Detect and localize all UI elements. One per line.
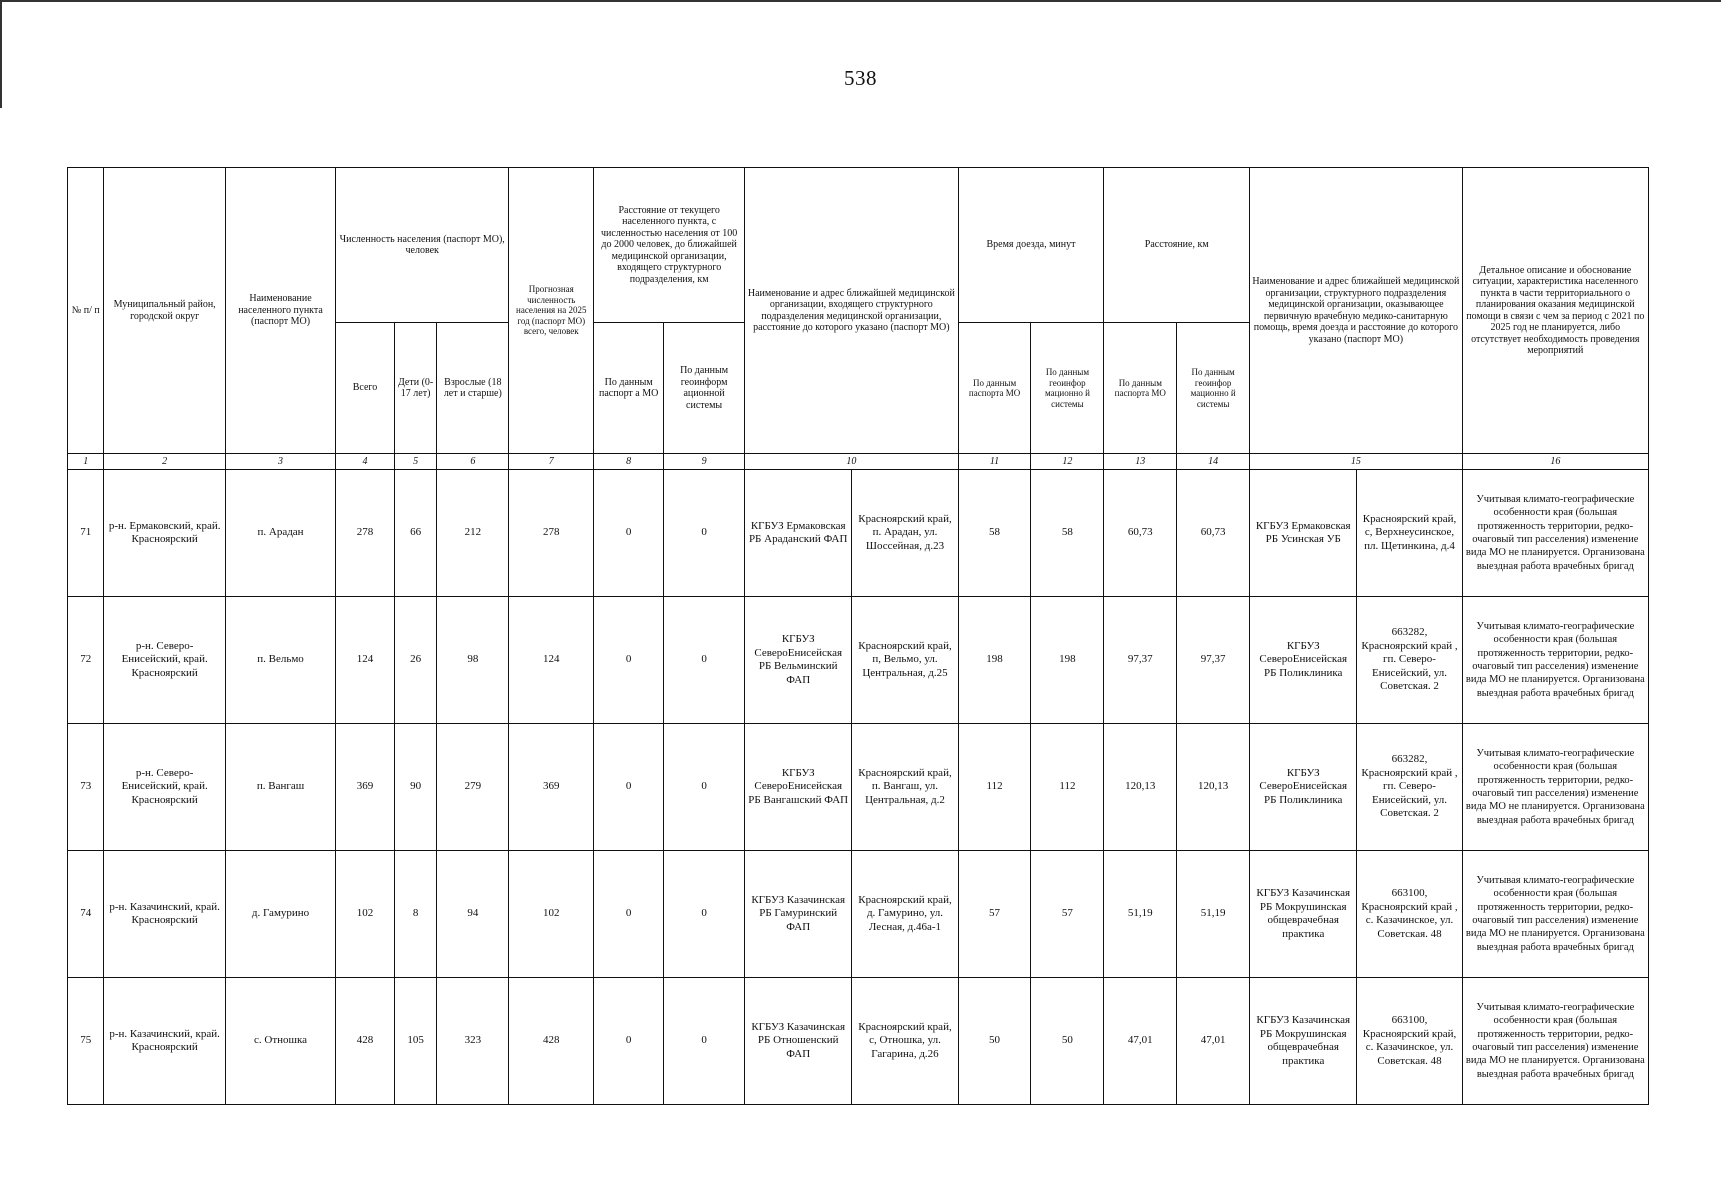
population-children-cell: 66 [394,470,437,597]
nearest-mo-address-cell: Красноярский край, с, Отношка, ул. Гагарина, д.26 [852,978,958,1105]
population-adults-cell: 279 [437,724,509,851]
pmsp-name-cell: КГБУЗ СевероЕнисейская РБ Поликлиника [1250,597,1357,724]
km-gis-cell: 47,01 [1177,978,1250,1105]
district-cell: р-н. Северо-Енисейский, край. Красноярский [104,597,225,724]
pmsp-address-cell: 663282, Красноярский край , гп. Северо-Енисейский, ул. Советская. 2 [1357,724,1462,851]
header-population: Численность населения (паспорт МО), человек [336,168,509,323]
header-dist-gis: По данным геоинформ ационной системы [664,323,745,454]
table-body [68,454,1649,1105]
row-number-cell: 72 [68,597,104,724]
nearest-mo-name-cell: КГБУЗ СевероЕнисейская РБ Вельминский ФАП [745,597,852,724]
header-time-gis: По данным геоинфор мационно й системы [1031,323,1104,454]
time-passport-cell: 198 [958,597,1031,724]
time-gis-cell: 198 [1031,597,1104,724]
km-passport-cell: 120,13 [1104,724,1177,851]
column-number: 7 [509,454,594,470]
distance-passport-cell: 0 [594,724,664,851]
population-total-cell: 278 [336,470,395,597]
column-number: 3 [225,454,335,470]
time-passport-cell: 57 [958,851,1031,978]
header-travel-time: Время доезда, минут [958,168,1104,323]
settlements-table [67,167,1649,1105]
description-cell: Учитывая климато-географические особенности края (большая протяженность территории, редко-очаговый тип расселения) изменение вида МО не планируется. Организована выездная работа врачебных бригад [1462,597,1648,724]
row-number-cell: 74 [68,851,104,978]
header-settlement: Наименование населенного пункта (паспорт МО) [225,168,335,454]
settlement-cell: п. Вангаш [225,724,335,851]
district-cell: р-н. Ермаковский, край. Красноярский [104,470,225,597]
forecast-cell: 102 [509,851,594,978]
district-cell: р-н. Казачинский, край. Красноярский [104,851,225,978]
population-children-cell: 26 [394,597,437,724]
column-number: 4 [336,454,395,470]
district-cell: р-н. Казачинский, край. Красноярский [104,978,225,1105]
nearest-mo-address-cell: Красноярский край, д. Гамурино, ул. Лесная, д.46а-1 [852,851,958,978]
column-number: 10 [745,454,959,470]
scan-edge-top [0,0,1721,2]
column-number: 6 [437,454,509,470]
time-passport-cell: 112 [958,724,1031,851]
header-time-passport: По данным паспорта МО [958,323,1031,454]
population-adults-cell: 323 [437,978,509,1105]
table-row [68,851,1649,978]
header-description: Детальное описание и обоснование ситуации, характеристика населенного пункта в части территориального о планирования оказания медицинской помощи в связи с чем за период с 2021 по 2025 год не планируется, либо отсутствует необходимость проведения мероприятий [1462,168,1648,454]
distance-passport-cell: 0 [594,470,664,597]
km-passport-cell: 60,73 [1104,470,1177,597]
population-children-cell: 8 [394,851,437,978]
distance-gis-cell: 0 [664,470,745,597]
nearest-mo-name-cell: КГБУЗ СевероЕнисейская РБ Вангашский ФАП [745,724,852,851]
table-row [68,597,1649,724]
population-total-cell: 102 [336,851,395,978]
page-number: 538 [844,66,877,90]
pmsp-name-cell: КГБУЗ Ермаковская РБ Усинская УБ [1250,470,1357,597]
header-district: Муниципальный район, городской округ [104,168,225,454]
nearest-mo-address-cell: Красноярский край, п. Арадан, ул. Шоссейная, д.23 [852,470,958,597]
population-children-cell: 90 [394,724,437,851]
nearest-mo-address-cell: Красноярский край, п. Вангаш, ул. Центральная, д.2 [852,724,958,851]
nearest-mo-name-cell: КГБУЗ Казачинская РБ Отношенский ФАП [745,978,852,1105]
table-row [68,470,1649,597]
header-children: Дети (0-17 лет) [394,323,437,454]
column-number: 12 [1031,454,1104,470]
table-row [68,978,1649,1105]
nearest-mo-address-cell: Красноярский край, п, Вельмо, ул. Центральная, д.25 [852,597,958,724]
header-forecast: Прогнозная численность населения на 2025 год (паспорт МО) всего, человек [509,168,594,454]
row-number-cell: 71 [68,470,104,597]
time-gis-cell: 112 [1031,724,1104,851]
column-number-row [68,454,1649,470]
settlement-cell: д. Гамурино [225,851,335,978]
forecast-cell: 124 [509,597,594,724]
pmsp-address-cell: 663282, Красноярский край , гп. Северо-Енисейский, ул. Советская. 2 [1357,597,1462,724]
column-number: 14 [1177,454,1250,470]
scan-edge-left [0,0,2,108]
district-cell: р-н. Северо-Енисейский, край. Красноярский [104,724,225,851]
nearest-mo-name-cell: КГБУЗ Казачинская РБ Гамуринский ФАП [745,851,852,978]
distance-gis-cell: 0 [664,978,745,1105]
time-gis-cell: 58 [1031,470,1104,597]
pmsp-name-cell: КГБУЗ Казачинская РБ Мокрушинская общеврачебная практика [1250,851,1357,978]
population-adults-cell: 98 [437,597,509,724]
forecast-cell: 369 [509,724,594,851]
distance-passport-cell: 0 [594,851,664,978]
population-total-cell: 369 [336,724,395,851]
description-cell: Учитывая климато-географические особенности края (большая протяженность территории, редко-очаговый тип расселения) изменение вида МО не планируется. Организована выездная работа врачебных бригад [1462,851,1648,978]
distance-passport-cell: 0 [594,978,664,1105]
km-gis-cell: 51,19 [1177,851,1250,978]
header-adults: Взрослые (18 лет и старше) [437,323,509,454]
pmsp-name-cell: КГБУЗ СевероЕнисейская РБ Поликлиника [1250,724,1357,851]
column-number: 9 [664,454,745,470]
column-number: 8 [594,454,664,470]
population-total-cell: 124 [336,597,395,724]
population-adults-cell: 212 [437,470,509,597]
header-row-top [68,168,1649,323]
column-number: 13 [1104,454,1177,470]
forecast-cell: 278 [509,470,594,597]
pmsp-address-cell: 663100, Красноярский край , с. Казачинское, ул. Советская. 48 [1357,851,1462,978]
description-cell: Учитывая климато-географические особенности края (большая протяженность территории, редко-очаговый тип расселения) изменение вида МО не планируется. Организована выездная работа врачебных бригад [1462,470,1648,597]
column-number: 15 [1250,454,1463,470]
header-km-passport: По данным паспорта МО [1104,323,1177,454]
header-km-gis: По данным геоинфор мационно й системы [1177,323,1250,454]
km-passport-cell: 51,19 [1104,851,1177,978]
settlement-cell: с. Отношка [225,978,335,1105]
column-number: 1 [68,454,104,470]
time-passport-cell: 50 [958,978,1031,1105]
row-number-cell: 75 [68,978,104,1105]
population-adults-cell: 94 [437,851,509,978]
header-number: № п/ п [68,168,104,454]
settlement-cell: п. Вельмо [225,597,335,724]
distance-gis-cell: 0 [664,851,745,978]
pmsp-address-cell: 663100, Красноярский край, с. Казачинское, ул. Советская. 48 [1357,978,1462,1105]
column-number: 5 [394,454,437,470]
distance-gis-cell: 0 [664,597,745,724]
column-number: 2 [104,454,225,470]
nearest-mo-name-cell: КГБУЗ Ермаковская РБ Араданский ФАП [745,470,852,597]
time-gis-cell: 50 [1031,978,1104,1105]
km-passport-cell: 97,37 [1104,597,1177,724]
description-cell: Учитывая климато-географические особенности края (большая протяженность территории, редко-очаговый тип расселения) изменение вида МО не планируется. Организована выездная работа врачебных бригад [1462,978,1648,1105]
header-distance-km: Расстояние, км [1104,168,1250,323]
population-total-cell: 428 [336,978,395,1105]
km-gis-cell: 60,73 [1177,470,1250,597]
description-cell: Учитывая климато-географические особенности края (большая протяженность территории, редко-очаговый тип расселения) изменение вида МО не планируется. Организована выездная работа врачебных бригад [1462,724,1648,851]
forecast-cell: 428 [509,978,594,1105]
population-children-cell: 105 [394,978,437,1105]
column-number: 16 [1462,454,1648,470]
km-gis-cell: 97,37 [1177,597,1250,724]
table-row [68,724,1649,851]
distance-gis-cell: 0 [664,724,745,851]
header-nearest-mo: Наименование и адрес ближайшей медицинской организации, входящего структурного подразделения медицинской организации, расстояние до которого указано (паспорт МО) [745,168,959,454]
distance-passport-cell: 0 [594,597,664,724]
header-nearest-pmsp: Наименование и адрес ближайшей медицинской организации, структурного подразделения медицинской организации, оказывающее первичную врачебную медико-санитарную помощь, время доезда и расстояние до которого указано (паспорт МО) [1250,168,1463,454]
km-passport-cell: 47,01 [1104,978,1177,1105]
header-distance-to-mo: Расстояние от текущего населенного пункта, с численностью населения от 100 до 2000 человек, до ближайшей медицинской организации, входящего структурного подразделения, км [594,168,745,323]
time-gis-cell: 57 [1031,851,1104,978]
header-dist-passport: По данным паспорт а МО [594,323,664,454]
settlement-cell: п. Арадан [225,470,335,597]
time-passport-cell: 58 [958,470,1031,597]
pmsp-address-cell: Красноярский край, с, Верхнеусинское, пл. Щетинкина, д.4 [1357,470,1462,597]
km-gis-cell: 120,13 [1177,724,1250,851]
column-number: 11 [958,454,1031,470]
header-total: Всего [336,323,395,454]
pmsp-name-cell: КГБУЗ Казачинская РБ Мокрушинская общеврачебная практика [1250,978,1357,1105]
row-number-cell: 73 [68,724,104,851]
